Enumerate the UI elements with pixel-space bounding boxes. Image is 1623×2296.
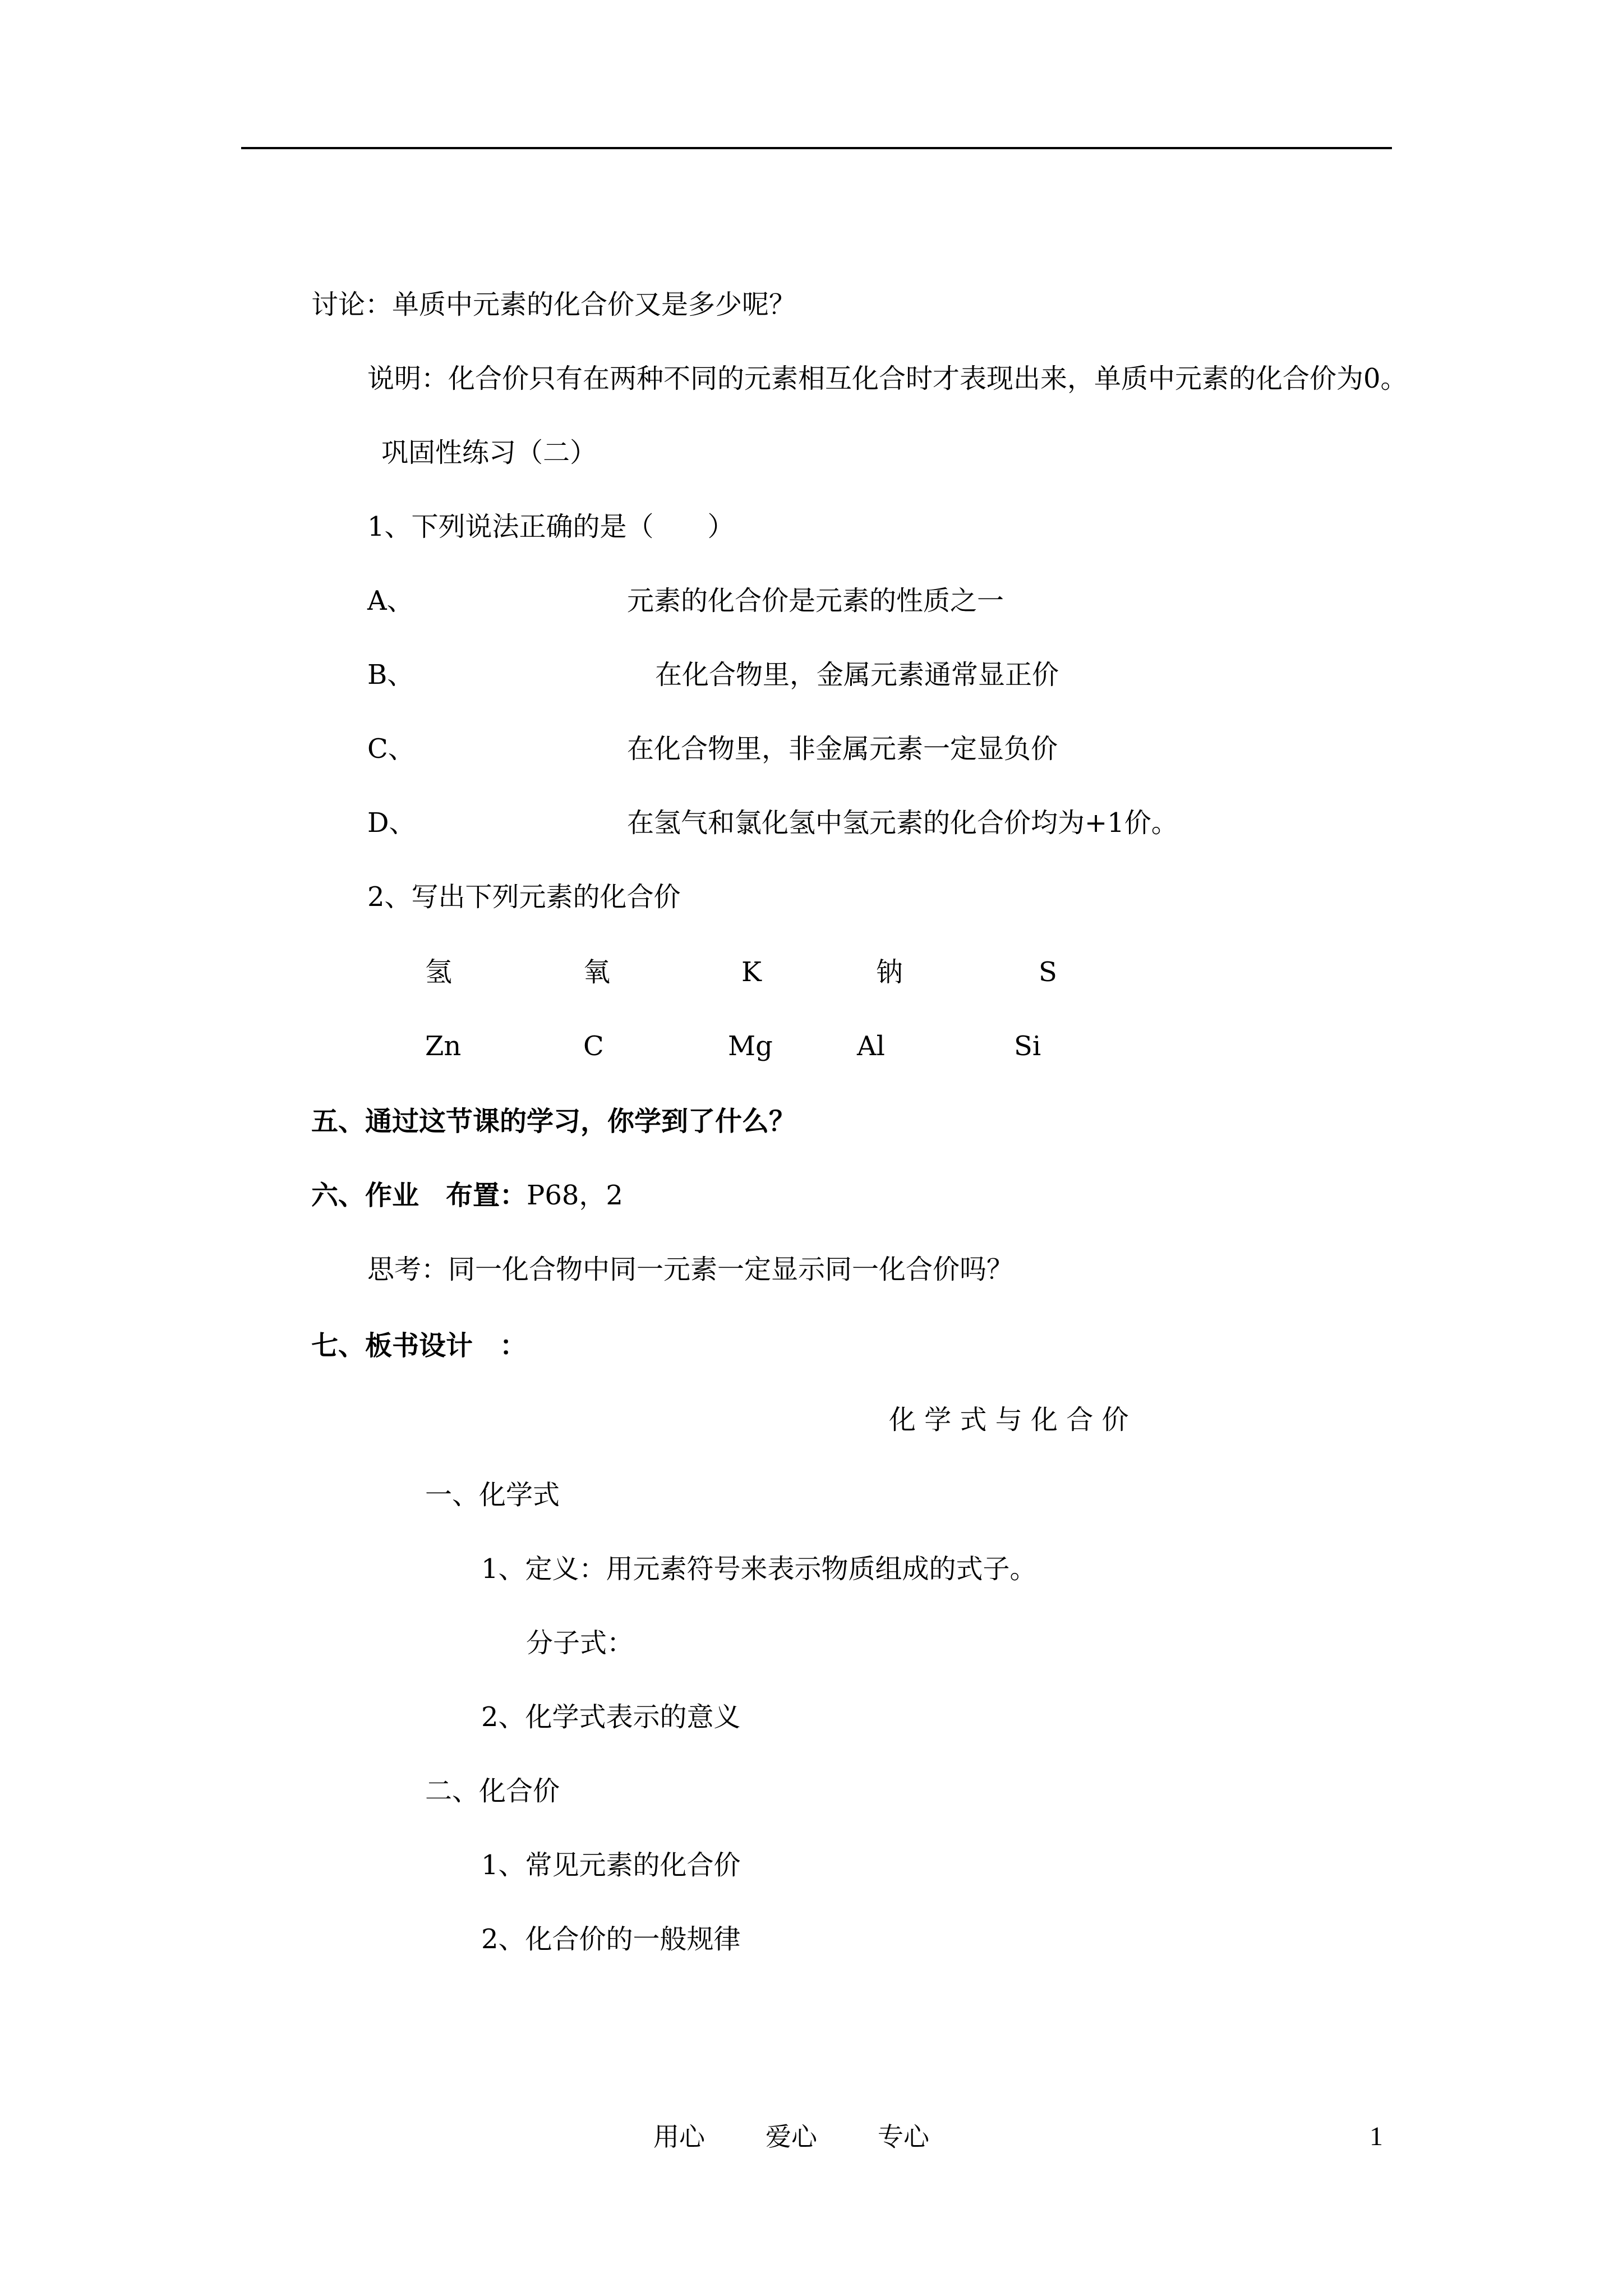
element-si: Si [1014,1030,1041,1062]
element-mg: Mg [728,1030,773,1062]
element-c: C [583,1030,604,1062]
discussion-line: 讨论：单质中元素的化合价又是多少呢？ [311,289,796,320]
section6-line [311,1178,623,1213]
thinking-line: 思考：同一化合物中同一元素一定显示同一化合价吗？ [367,1254,1014,1285]
option-d-text: 在氢气和氯化氢中氢元素的化合价均为+1价。 [627,807,1178,839]
element-al: Al [857,1030,886,1062]
practice-title: 巩固性练习（二） [381,437,597,468]
section7-heading: 七、板书设计 ： [311,1330,527,1361]
element-k: K [741,956,762,988]
option-d-letter: D、 [367,807,416,839]
element-s: S [1039,956,1057,988]
section6-label: 六、作业 布置： [311,1180,527,1211]
board-part2: 二、化合价 [425,1775,560,1807]
question2-stem: 2、写出下列元素的化合价 [367,881,681,913]
explanation-line: 说明：化合价只有在两种不同的元素相互化合时才表现出来，单质中元素的化合价为0。 [367,363,1408,394]
element-oxygen: 氧 [583,956,611,988]
element-zn: Zn [425,1030,462,1062]
option-a-letter: A、 [367,585,414,616]
option-a-text: 元素的化合价是元素的性质之一 [627,585,1004,616]
board-item2: 2、化学式表示的意义 [481,1701,741,1733]
question1-stem: 1、下列说法正确的是（ ） [367,511,735,542]
element-sodium: 钠 [876,956,903,988]
board-item1: 1、定义：用元素符号来表示物质组成的式子。 [481,1553,1037,1585]
board-part1: 一、化学式 [425,1479,560,1511]
footer-item: 用心 [653,2122,705,2152]
header-rule [241,147,1392,149]
element-hydrogen: 氢 [425,956,453,988]
board-item4: 2、化合价的一般规律 [481,1924,741,1955]
section6-text: P68，2 [527,1180,623,1211]
board-item3: 1、常见元素的化合价 [481,1849,741,1881]
section5-heading: 五、通过这节课的学习，你学到了什么？ [311,1106,796,1137]
board-item1-sub: 分子式： [526,1627,634,1659]
option-c-letter: C、 [367,733,415,765]
option-c-text: 在化合物里，非金属元素一定显负价 [627,733,1058,765]
option-b-letter: B、 [367,659,414,691]
footer-item: 专心 [878,2122,929,2152]
option-b-text: 在化合物里，金属元素通常显正价 [655,659,1059,691]
page-number: 1 [1370,2122,1383,2151]
footer-item: 爱心 [766,2122,817,2152]
board-title: 化 学 式 与 化 合 价 [889,1404,1129,1435]
